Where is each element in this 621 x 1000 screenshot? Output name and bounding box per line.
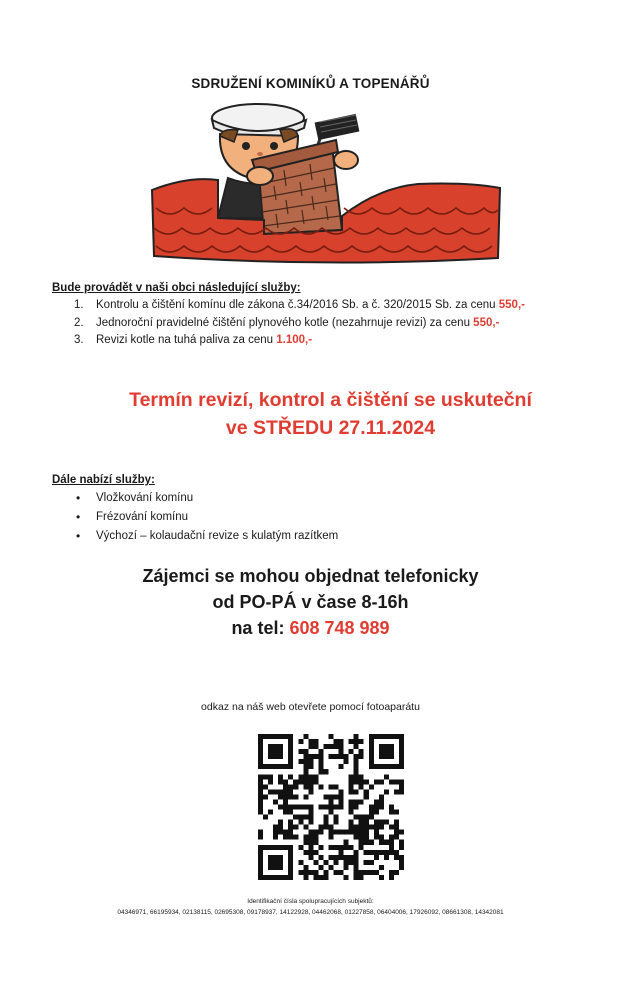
list-item [52, 489, 612, 508]
services-heading: Bude provádět v naši obci následující služby: [52, 282, 301, 294]
ids-list: 04346971, 66195934, 02138115, 02695308, 09178937, 14122928, 04462068, 01227858, 06404006, 17926092, 08661308, 14342081 [117, 909, 504, 916]
price: 550,- [498, 299, 525, 311]
page-title: SDRUŽENÍ KOMINÍKŮ A TOPENÁŘŮ [191, 76, 430, 91]
more-services-heading: Dále nabízí služby: [52, 474, 155, 486]
list-item-number: 3. [74, 334, 84, 346]
bullet-icon: • [76, 491, 81, 505]
list-item-number: 1. [74, 299, 84, 311]
list-item-number: 2. [74, 316, 84, 329]
list-item-text: Revizi kotle na tuhá paliva za cenu [96, 334, 277, 346]
bullet-icon: • [76, 510, 81, 524]
more-services-list [52, 489, 612, 546]
qr-code-icon[interactable] [258, 734, 404, 880]
list-item-text: Jednoroční pravidelné čištění plynového kotle (nezahrnuje revizi) za cenu [96, 316, 474, 329]
chimney-sweep-on-roof-icon [148, 98, 504, 266]
price: 550,- [473, 316, 500, 329]
list-item-text: Výchozí – kolaudační revize s kulatým razítkem [96, 530, 339, 542]
phone-number[interactable]: 608 748 989 [289, 618, 390, 638]
contact-section [0, 563, 621, 641]
contact-line-2: od PO-PÁ v čase 8-16h [212, 592, 409, 612]
services-list [52, 297, 612, 350]
services-section [52, 282, 612, 350]
announcement-date: ve STŘEDU 27.11.2024 [225, 417, 436, 439]
phone-label: na tel: [231, 618, 290, 638]
contact-phone-line [0, 615, 621, 641]
list-item [52, 508, 612, 527]
price: 1.100,- [276, 334, 313, 346]
list-item [52, 297, 612, 315]
contact-line-1: Zájemci se mohou objednat telefonicky [142, 566, 479, 586]
list-item-text: Vložkování komínu [96, 492, 194, 504]
list-item [52, 527, 612, 546]
bullet-icon: • [76, 529, 81, 543]
list-item [52, 315, 612, 333]
list-item-text: Kontrolu a čištění komínu dle zákona č.34/2016 Sb. a č. 320/2015 Sb. za cenu [96, 299, 499, 311]
list-item-text: Frézování komínu [96, 511, 189, 523]
more-services-section [52, 474, 612, 546]
ids-title: Identifikační čísla spolupracujících subjektů: [247, 898, 374, 905]
qr-caption: odkaz na náš web otevřete pomocí fotoaparátu [201, 701, 420, 713]
announcement [0, 386, 621, 442]
announcement-line-1: Termín revizí, kontrol a čištění se uskuteční [129, 389, 532, 411]
list-item [52, 332, 612, 350]
